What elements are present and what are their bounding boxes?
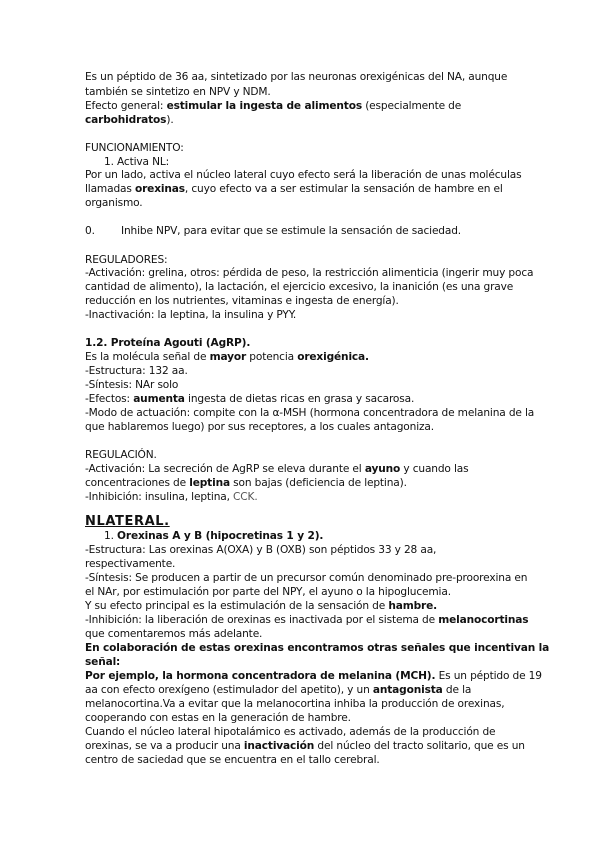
reg-line-4: -Inactivación: la leptina, la insulina y PYY. [85, 309, 297, 321]
nlat-line-2: respectivamente. [85, 558, 176, 570]
list-item-0-number: 0. [85, 225, 95, 237]
intro-line-3: Efecto general: estimular la ingesta de alimentos (especialmente de [85, 100, 462, 112]
agrp-line-1: Es la molécula señal de mayor potencia orexigénica. [85, 351, 369, 363]
agrp-estructura: -Estructura: 132 aa. [85, 365, 188, 377]
intro-line-2: también se sintetizo en NPV y NDM. [85, 86, 271, 98]
nlat-line-7: que comentaremos más adelante. [85, 628, 263, 640]
func-line-1: Por un lado, activa el núcleo lateral cuyo efecto será la liberación de unas moléculas [85, 169, 522, 181]
heading-reguladores: REGULADORES: [85, 254, 168, 266]
nlat-list-item-1: 1. Orexinas A y B (hipocretinas 1 y 2). [104, 530, 324, 542]
nlat-line-5: Y su efecto principal es la estimulación de la sensación de hambre. [85, 600, 438, 612]
nlat-line-9: señal: [85, 656, 121, 668]
nlat-line-14: Cuando el núcleo lateral hipotalámico es activado, además de la producción de [85, 726, 496, 738]
nlat-line-1: -Estructura: Las orexinas A(OXA) y B (OXB) son péptidos 33 y 28 aa, [85, 544, 437, 556]
nlat-line-16: centro de saciedad que se encuentra en el tallo cerebral. [85, 754, 380, 766]
section-heading-agrp: 1.2. Proteína Agouti (AgRP). [85, 337, 251, 349]
nlat-line-3: -Síntesis: Se producen a partir de un precursor común denominado pre-proorexina en [85, 572, 528, 584]
reg-line-1: -Activación: grelina, otros: pérdida de peso, la restricción alimenticia (ingerir muy poca [85, 267, 534, 279]
list-item-0-text: Inhibe NPV, para evitar que se estimule la sensación de saciedad. [121, 225, 462, 237]
intro-line-1: Es un péptido de 36 aa, sintetizado por las neuronas orexigénicas del NA, aunque [85, 71, 508, 83]
nlat-line-11: aa con efecto orexígeno (estimulador del apetito), y un antagonista de la [85, 684, 472, 696]
nlat-line-4: el NAr, por estimulación por parte del NPY, el ayuno o la hipoglucemia. [85, 586, 451, 598]
agrp-sintesis: -Síntesis: NAr solo [85, 379, 179, 391]
agrp-efectos: -Efectos: aumenta ingesta de dietas ricas en grasa y sacarosa. [85, 393, 415, 405]
nlat-line-6: -Inhibición: la liberación de orexinas es inactivada por el sistema de melanocortinas [85, 614, 529, 626]
heading-regulacion: REGULACIÓN. [85, 449, 157, 461]
nlat-line-12: melanocortina.Va a evitar que la melanocortina inhiba la producción de orexinas, [85, 698, 505, 710]
regul-line-2: concentraciones de leptina son bajas (deficiencia de leptina). [85, 477, 407, 489]
func-line-2: llamadas orexinas, cuyo efecto va a ser estimular la sensación de hambre en el [85, 183, 503, 195]
nlat-line-10: Por ejemplo, la hormona concentradora de melanina (MCH). Es un péptido de 19 [85, 670, 542, 682]
nlat-line-13: cooperando con estas en la generación de hambre. [85, 712, 351, 724]
reg-line-3: reducción en los nutrientes, vitaminas e ingesta de energía). [85, 295, 399, 307]
func-line-3: organismo. [85, 197, 143, 209]
intro-line-4: carbohidratos). [85, 114, 174, 126]
agrp-modo-line-2: que hablaremos luego) por sus receptores, a los cuales antagoniza. [85, 421, 434, 433]
agrp-modo-line-1: -Modo de actuación: compite con la α-MSH (hormona concentradora de melanina de la [85, 407, 535, 419]
nlat-line-15: orexinas, se va a producir una inactivación del núcleo del tracto solitario, que es un [85, 740, 525, 752]
list-item-1: 1. Activa NL: [104, 156, 170, 168]
regul-line-3: -Inhibición: insulina, leptina, CCK. [85, 491, 258, 503]
regul-line-1: -Activación: La secreción de AgRP se eleva durante el ayuno y cuando las [85, 463, 469, 475]
heading-funcionamiento: FUNCIONAMIENTO: [85, 142, 184, 154]
reg-line-2: cantidad de alimento), la lactación, el ejercicio excesivo, la inanición (es una grave [85, 281, 514, 293]
nlat-line-8: En colaboración de estas orexinas encontramos otras señales que incentivan la [85, 642, 550, 654]
section-title-nlateral: NLATERAL. [85, 514, 170, 529]
